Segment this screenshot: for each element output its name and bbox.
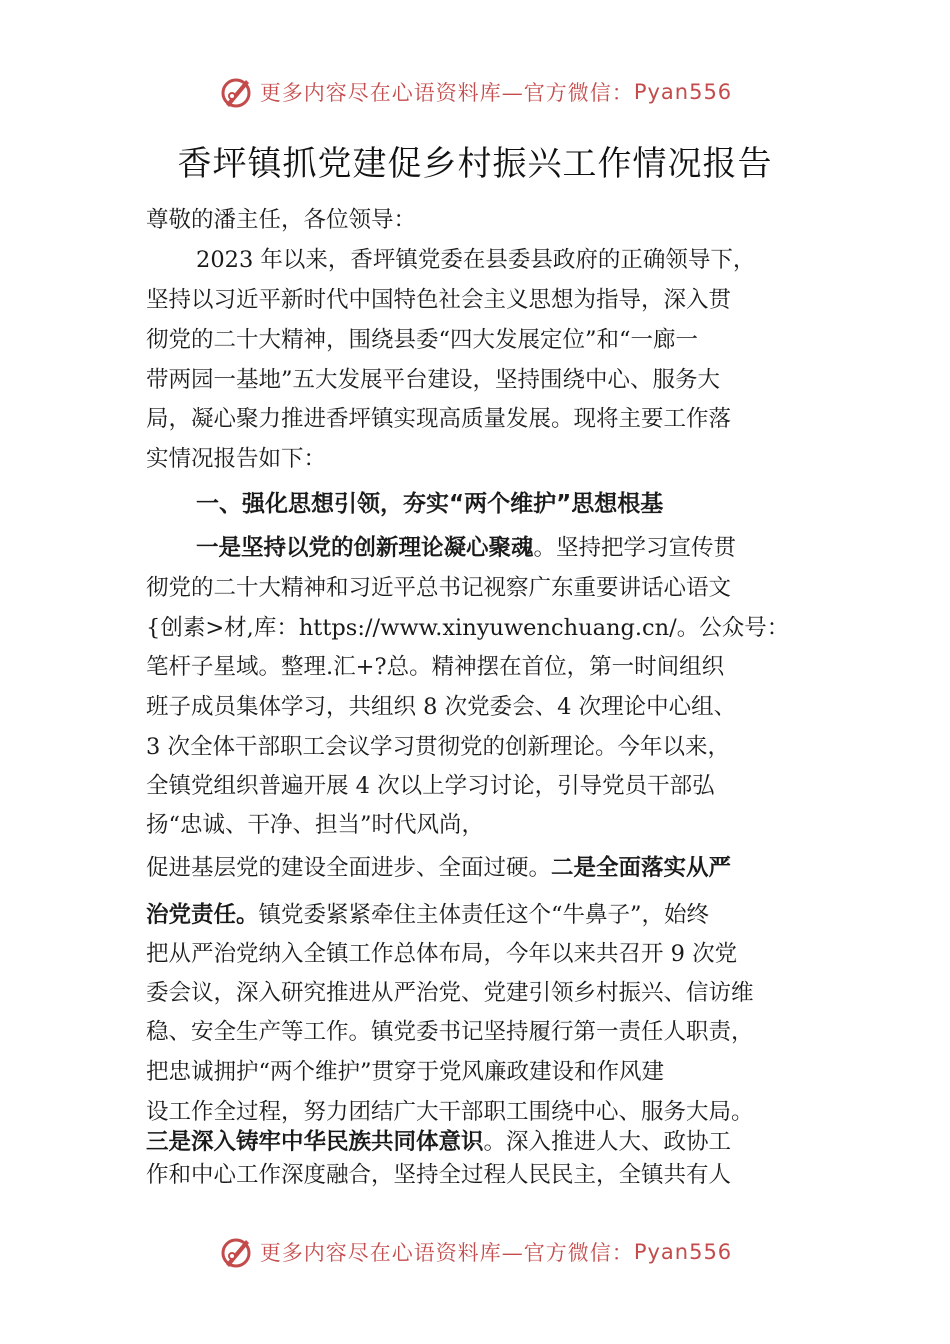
bold-lead: 一是坚持以党的创新理论凝心聚魂: [196, 535, 534, 561]
paragraph-line: 班子成员集体学习，共组织 8 次党委会、4 次理论中心组、: [146, 694, 737, 720]
paragraph-line: 笔杆子星域。整理.汇+?总。精神摆在首位，第一时间组织: [146, 654, 725, 680]
paragraph-line: 扬“忠诚、干净、担当”时代风尚，: [146, 812, 485, 838]
paragraph-line: 全镇党组织普遍开展 4 次以上学习讨论，引导党员干部弘: [146, 773, 715, 799]
bold-lead: 二是全面落实从严: [551, 855, 732, 881]
paragraph-line: [146, 848, 731, 888]
paragraph-line: 设工作全过程，努力团结广大干部职工围绕中心、服务大局。: [146, 1099, 754, 1125]
paragraph-line: 把从严治党纳入全镇工作总体布局，今年以来共召开 9 次党: [146, 941, 738, 967]
section-heading: 一、强化思想引领，夯实“两个维护”思想根基: [196, 491, 664, 517]
paragraph-line: 作和中心工作深度融合，坚持全过程人民民主，全镇共有人: [146, 1162, 732, 1188]
banner-text: 更多内容尽在心语资料库—官方微信：: [259, 1241, 634, 1265]
paragraph-line: 3 次全体干部职工会议学习贯彻党的创新理论。今年以来，: [146, 734, 730, 760]
footer-watermark-banner: [0, 1232, 950, 1272]
banner-wechat-id: Pyan556: [633, 1240, 733, 1264]
bold-lead: 治党责任。: [146, 902, 259, 928]
salutation: 尊敬的潘主任，各位领导：: [146, 207, 417, 233]
text-run: 镇党委紧紧牵住主体责任这个“牛鼻子”，始终: [258, 902, 710, 928]
paragraph-line: 彻党的二十大精神和习近平总书记视察广东重要讲话心语文: [146, 575, 732, 601]
paragraph-line: 实情况报告如下：: [146, 446, 327, 472]
paragraph-line: 彻党的二十大精神，围绕县委“四大发展定位”和“一廊一: [146, 327, 699, 353]
header-watermark-banner: [0, 72, 950, 112]
document-title: 香坪镇抓党建促乡村振兴工作情况报告: [177, 144, 773, 184]
text-run: 促进基层党的建设全面进步、全面过硬。: [146, 855, 552, 881]
paragraph-line: 带两园一基地”五大发展平台建设，坚持围绕中心、服务大: [146, 367, 721, 393]
paragraph-line: 局，凝心聚力推进香坪镇实现高质量发展。现将主要工作落: [146, 406, 732, 432]
paragraph-line: 坚持以习近平新时代中国特色社会主义思想为指导，深入贯: [146, 287, 732, 313]
paragraph-line: [146, 895, 709, 935]
paragraph-line: 稳、安全生产等工作。镇党委书记坚持履行第一责任人职责，: [146, 1019, 754, 1045]
banner-wechat-id: Pyan556: [633, 80, 733, 104]
paragraph-line: {创素>材,库：https://www.xinyuwenchuang.cn/。公众号：: [146, 615, 790, 641]
text-run: 。坚持把学习宣传贯: [533, 535, 737, 561]
text-run: 。深入推进人大、政协工: [483, 1129, 732, 1155]
paragraph-line: [196, 528, 736, 568]
pen-logo-icon: [218, 1234, 254, 1270]
paragraph-line: 把忠诚拥护“两个维护”贯穿于党风廉政建设和作风建: [146, 1059, 665, 1085]
pen-logo-icon: [218, 74, 254, 110]
paragraph-line: 2023 年以来，香坪镇党委在县委县政府的正确领导下，: [196, 247, 756, 273]
paragraph-line: 委会议，深入研究推进从严治党、党建引领乡村振兴、信访维: [146, 980, 754, 1006]
banner-text: 更多内容尽在心语资料库—官方微信：: [259, 81, 634, 105]
bold-lead: 三是深入铸牢中华民族共同体意识: [146, 1129, 484, 1155]
